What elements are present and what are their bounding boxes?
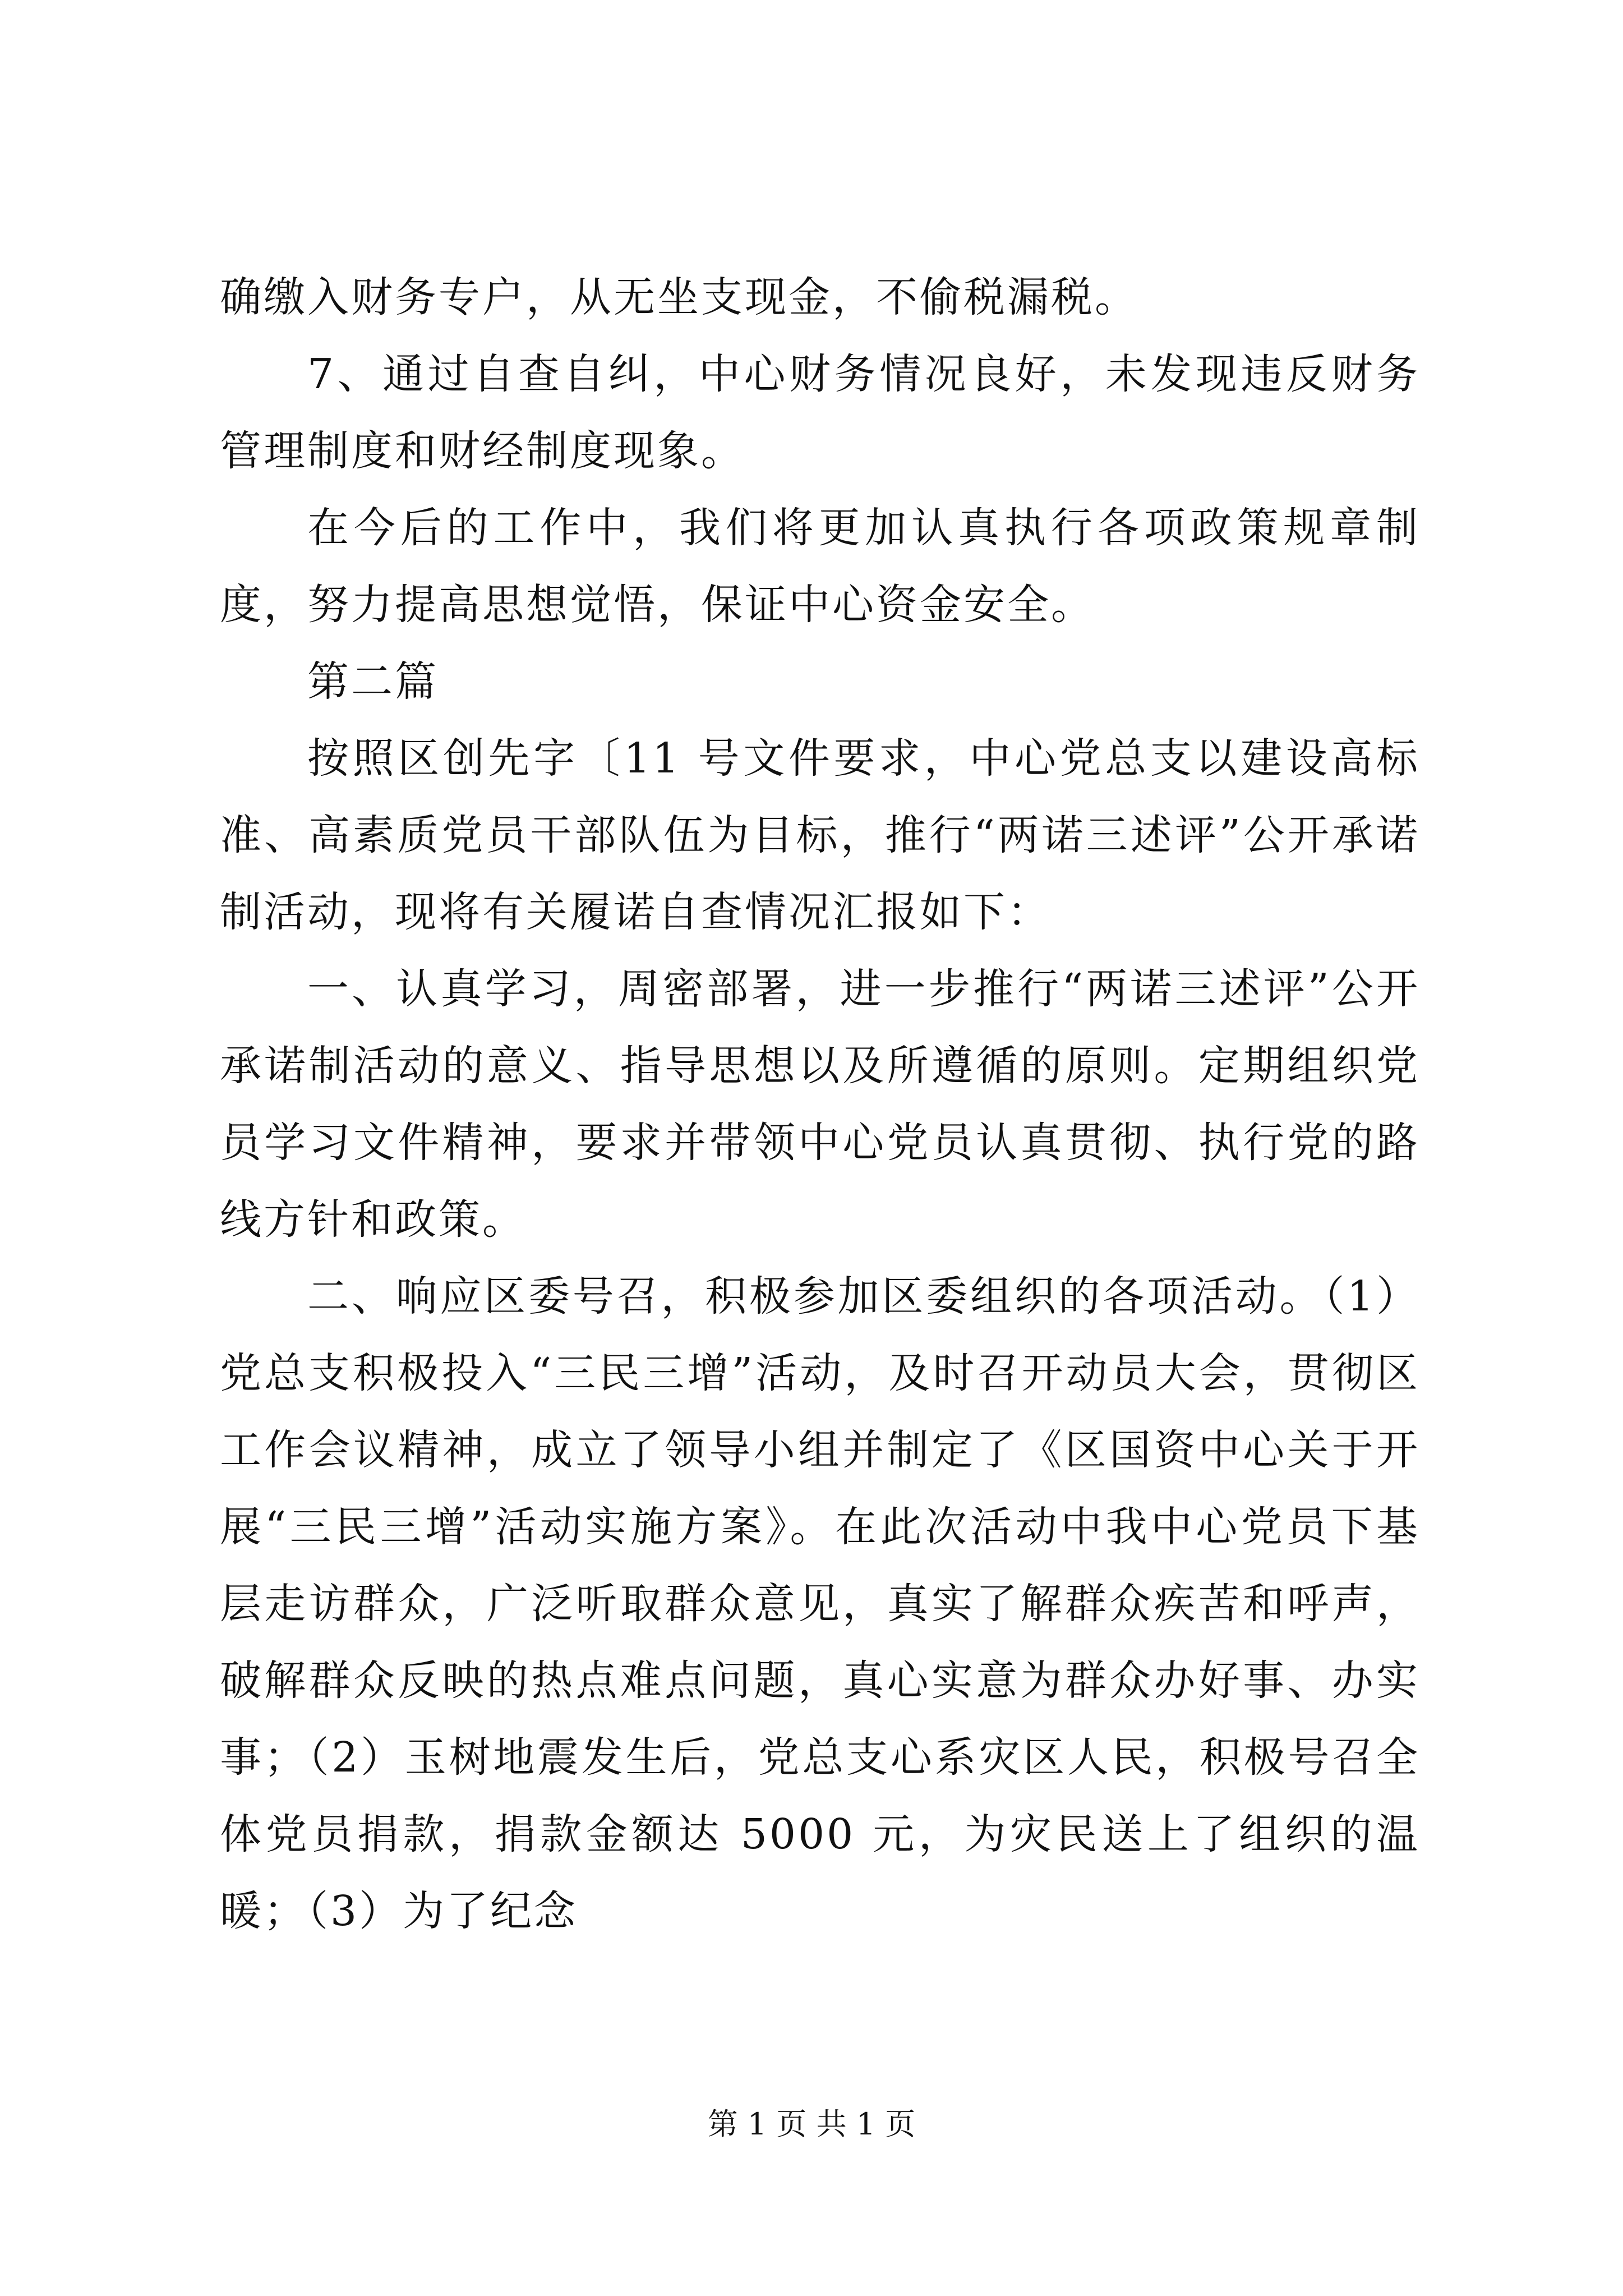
page-footer: 第 1 页 共 1 页 [707,2106,916,2142]
paragraph-1: 确缴入财务专户，从无坐支现金，不偷税漏税。 [220,273,1138,321]
section-heading: 第二篇 [307,657,439,706]
paragraph-6: 一、认真学习，周密部署，进一步推行“两诺三述评”公开承诺制活动的意义、指导思想以及所遵循的原则。定期组织党员学习文件精神，要求并带领中心党员认真贯彻、执行党的路线方针和政策。 [220,965,1420,1244]
document-body [220,259,1420,1950]
paragraph-3: 在今后的工作中，我们将更加认真执行各项政策规章制度，努力提高思想觉悟，保证中心资金安全。 [220,504,1420,629]
paragraph-7: 二、响应区委号召，积极参加区委组织的各项活动。（1）党总支积极投入“三民三增”活动，及时召开动员大会，贯彻区工作会议精神，成立了领导小组并制定了《区国资中心关于开展“三民三增”活动实施方案》。在此次活动中我中心党员下基层走访群众，广泛听取群众意见，真实了解群众疾苦和呼声，破解群众反映的热点难点问题，真心实意为群众办好事、办实事；（2）玉树地震发生后，党总支心系灾区人民，积极号召全体党员捐款，捐款金额达 5000 元，为灾民送上了组织的温暖；（3）为了纪念 [220,1272,1420,1935]
paragraph-2: 7、通过自查自纠，中心财务情况良好，未发现违反财务管理制度和财经制度现象。 [220,350,1420,475]
paragraph-5: 按照区创先字〔11 号文件要求，中心党总支以建设高标准、高素质党员干部队伍为目标，推行“两诺三述评”公开承诺制活动，现将有关履诺自查情况汇报如下： [220,734,1420,936]
